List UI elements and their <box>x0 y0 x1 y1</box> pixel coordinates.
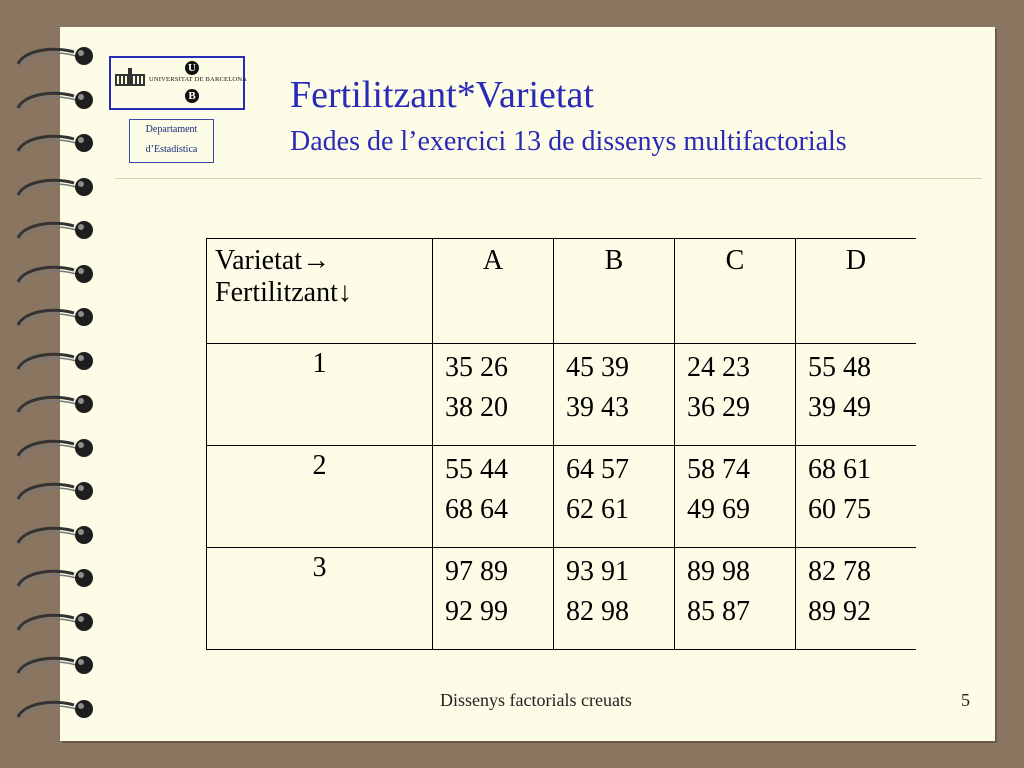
university-logo <box>109 56 248 110</box>
cell-value-line: 64 57 <box>566 454 629 485</box>
cell-value-line: 93 91 <box>566 556 629 587</box>
page-number: 5 <box>961 690 970 710</box>
table-cell <box>433 344 554 446</box>
spiral-ring-icon <box>14 131 94 157</box>
spiral-ring-icon <box>14 262 94 288</box>
table-cell <box>675 548 796 650</box>
cell-value-line: 62 61 <box>566 494 629 525</box>
cell-value-line: 49 69 <box>687 494 750 525</box>
right-arrow-icon: → <box>302 245 331 276</box>
cell-value-line: 89 98 <box>687 556 750 587</box>
table-cell <box>433 548 554 650</box>
column-header-c: C <box>675 239 796 344</box>
cell-value-line: 82 98 <box>566 596 629 627</box>
table-cell <box>433 446 554 548</box>
logo-u-badge: U <box>185 61 199 75</box>
cell-value-line: 35 26 <box>445 352 508 383</box>
title-divider <box>115 178 982 179</box>
cell-value-line: 92 99 <box>445 596 508 627</box>
spiral-ring-icon <box>14 349 94 375</box>
table-cell <box>675 344 796 446</box>
column-header-a: A <box>433 239 554 344</box>
spiral-ring-icon <box>14 436 94 462</box>
spiral-ring-icon <box>14 305 94 331</box>
cell-value-line: 45 39 <box>566 352 629 383</box>
spiral-ring-icon <box>14 697 94 723</box>
row-label: 3 <box>207 548 433 650</box>
cell-value-line: 82 78 <box>808 556 871 587</box>
data-table <box>206 238 916 650</box>
logo-b-badge: B <box>185 89 199 103</box>
spiral-ring-icon <box>14 479 94 505</box>
down-arrow-icon: ↓ <box>337 277 352 308</box>
spiral-ring-icon <box>14 218 94 244</box>
table-row <box>207 548 917 650</box>
corner-varietat: Varietat <box>215 245 303 276</box>
table-cell <box>796 344 917 446</box>
table-cell <box>554 548 675 650</box>
spiral-ring-icon <box>14 566 94 592</box>
cell-value-line: 97 89 <box>445 556 508 587</box>
department-line2: d’Estadística <box>145 144 198 155</box>
cell-value-line: 24 23 <box>687 352 750 383</box>
cell-value-line: 58 74 <box>687 454 750 485</box>
cell-value-line: 39 49 <box>808 392 871 423</box>
cell-value-line: 38 20 <box>445 392 508 423</box>
department-line1: Departament <box>145 124 198 135</box>
cell-value-line: 68 61 <box>808 454 871 485</box>
cell-value-line: 39 43 <box>566 392 629 423</box>
slide-title: Fertilitzant*Varietat <box>290 74 594 116</box>
row-label: 1 <box>207 344 433 446</box>
cell-value-line: 60 75 <box>808 494 871 525</box>
cell-value-line: 68 64 <box>445 494 508 525</box>
table-cell <box>554 446 675 548</box>
building-icon <box>115 68 145 86</box>
spiral-ring-icon <box>14 175 94 201</box>
spiral-ring-icon <box>14 88 94 114</box>
cell-value-line: 36 29 <box>687 392 750 423</box>
table-cell <box>554 344 675 446</box>
table-header-row <box>207 239 917 344</box>
table-row <box>207 344 917 446</box>
table-cell <box>796 446 917 548</box>
cell-value-line: 85 87 <box>687 596 750 627</box>
table-cell <box>675 446 796 548</box>
cell-value-line: 89 92 <box>808 596 871 627</box>
footer-text: Dissenys factorials creuats <box>440 690 632 710</box>
table-row <box>207 446 917 548</box>
spiral-ring-icon <box>14 44 94 70</box>
cell-value-line: 55 48 <box>808 352 871 383</box>
row-label: 2 <box>207 446 433 548</box>
spiral-ring-icon <box>14 610 94 636</box>
table-cell <box>796 548 917 650</box>
column-header-b: B <box>554 239 675 344</box>
corner-fertilitzant: Fertilitzant <box>215 277 338 308</box>
column-header-d: D <box>796 239 917 344</box>
slide-subtitle: Dades de l’exercici 13 de dissenys multifactorials <box>290 126 847 157</box>
department-label <box>129 119 214 163</box>
cell-value-line: 55 44 <box>445 454 508 485</box>
university-name: UNIVERSITAT DE BARCELONA <box>149 76 248 83</box>
corner-header <box>207 239 433 344</box>
spiral-ring-icon <box>14 392 94 418</box>
spiral-ring-icon <box>14 523 94 549</box>
spiral-ring-icon <box>14 653 94 679</box>
